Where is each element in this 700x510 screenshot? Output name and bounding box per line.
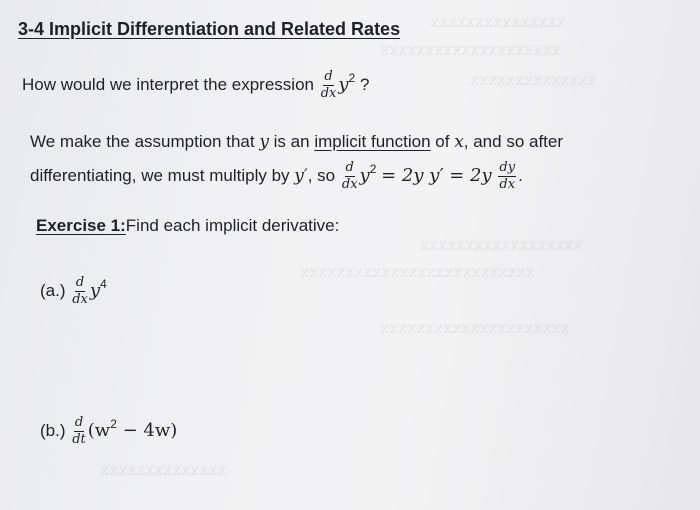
fraction-denominator: dx bbox=[72, 292, 88, 307]
fraction-denominator: dx bbox=[320, 86, 337, 101]
question-prefix: How would we interpret the expression bbox=[22, 74, 314, 94]
question-line bbox=[22, 70, 369, 101]
math-variable: y bbox=[359, 164, 370, 186]
part-label: (b.) bbox=[40, 420, 66, 440]
assumption-text: of bbox=[435, 132, 450, 151]
exercise-heading bbox=[36, 215, 339, 237]
expression-close: − 4w) bbox=[116, 419, 178, 441]
fraction-denominator: dx bbox=[341, 177, 358, 192]
assumption-text: differentiating, we must multiply by bbox=[30, 165, 290, 185]
derivative-operator bbox=[321, 70, 337, 101]
implicit-function-term: implicit function bbox=[314, 132, 431, 151]
assumption-text: , so bbox=[307, 165, 336, 185]
fraction-numerator: d bbox=[75, 275, 85, 290]
show-through-text: xxxxxxxxxxxxxx bbox=[100, 460, 227, 479]
show-through-text: xxxxxxxxxxxxxx bbox=[470, 70, 597, 89]
expression-open: (w bbox=[87, 419, 111, 441]
math-variable: y′ bbox=[294, 165, 308, 186]
exponent: 2 bbox=[369, 161, 377, 176]
assumption-text: . bbox=[518, 165, 523, 185]
show-through-text: xxxxxxxxxxxxxxxxxxxxxxxxxx bbox=[300, 262, 535, 281]
fraction-numerator: d bbox=[345, 160, 354, 175]
exponent: 2 bbox=[348, 70, 356, 85]
show-through-text: xxxxxxxxxxxxxxxxxxxxx bbox=[380, 318, 570, 337]
assumption-text: is an bbox=[273, 132, 310, 151]
math-variable: y bbox=[338, 73, 349, 95]
fraction-numerator: d bbox=[74, 415, 84, 430]
part-b bbox=[40, 416, 177, 447]
dy-dx-fraction bbox=[498, 161, 516, 192]
part-a bbox=[40, 276, 107, 307]
assumption-line-1 bbox=[30, 131, 563, 153]
exercise-text: Find each implicit derivative: bbox=[125, 216, 340, 235]
show-through-text: xxxxxxxxxxxxxxxxxxxx bbox=[380, 40, 561, 59]
question-suffix: ? bbox=[359, 74, 370, 94]
exponent: 4 bbox=[100, 276, 107, 291]
show-through-text: xxxxxxxxxxxxxxx bbox=[430, 12, 566, 31]
equation-chain: = 2y y′ = 2y bbox=[381, 164, 492, 186]
exponent: 2 bbox=[110, 416, 117, 431]
fraction-denominator: dx bbox=[499, 177, 516, 192]
fraction-numerator: dy bbox=[499, 160, 516, 175]
derivative-operator bbox=[72, 276, 88, 307]
derivative-operator bbox=[342, 161, 358, 192]
fraction-numerator: d bbox=[324, 69, 333, 84]
show-through-text: xxxxxxxxxxxxxxxxxx bbox=[420, 235, 583, 254]
derivative-operator bbox=[72, 416, 86, 447]
assumption-text: We make the assumption that bbox=[30, 132, 255, 151]
part-label: (a.) bbox=[40, 280, 66, 300]
exercise-label: Exercise 1: bbox=[36, 216, 126, 235]
assumption-text: , and so after bbox=[463, 132, 564, 151]
math-variable: y bbox=[89, 279, 101, 301]
math-variable: y bbox=[259, 132, 269, 152]
page-title: 3-4 Implicit Differentiation and Related Rates bbox=[18, 19, 401, 39]
math-variable: x bbox=[454, 132, 464, 152]
fraction-denominator: dt bbox=[72, 432, 86, 447]
assumption-line-2 bbox=[30, 161, 523, 192]
